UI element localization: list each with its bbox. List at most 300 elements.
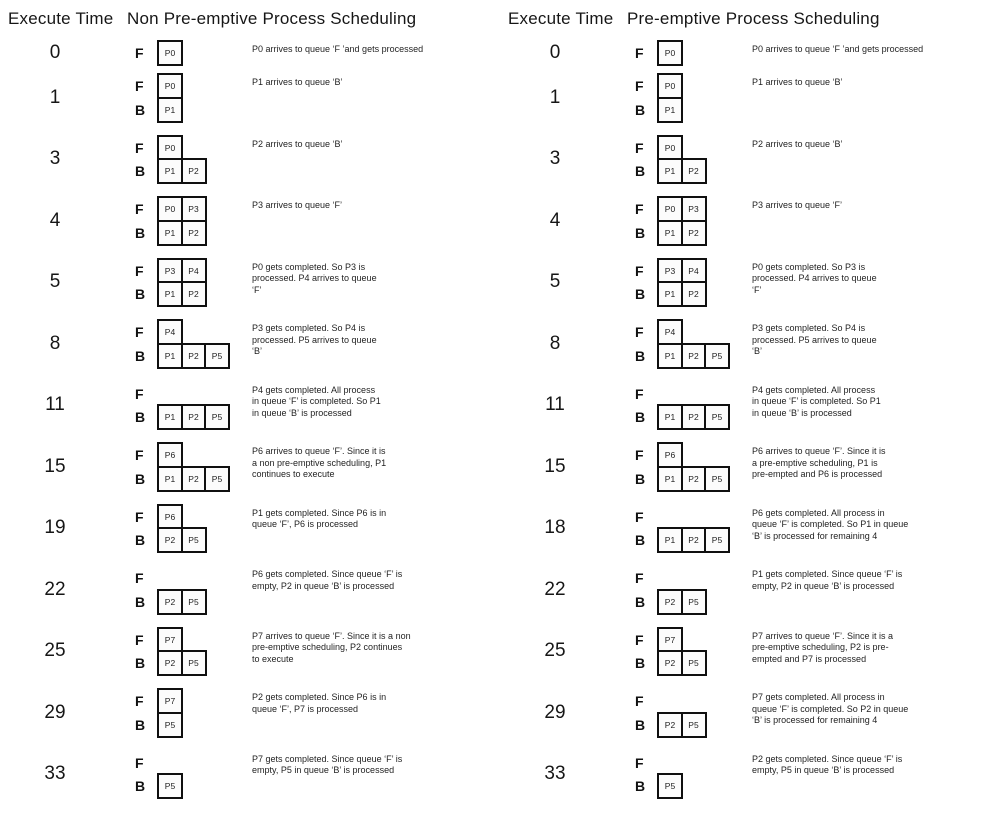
process-boxes [157, 650, 207, 676]
row-description [252, 135, 343, 185]
queue-block [635, 40, 752, 66]
rows-preemptive [500, 40, 1000, 799]
schedule-row [500, 688, 1000, 738]
process-boxes [657, 158, 707, 184]
execute-time-value: 5 [549, 271, 561, 293]
process-box: P5 [204, 343, 230, 369]
description-line: P0 gets completed. So P3 is [252, 261, 366, 272]
description-line: ‘B’ is processed for remaining 4 [752, 715, 878, 725]
queue-block [135, 73, 252, 123]
process-box: P2 [181, 343, 207, 369]
process-boxes [157, 258, 207, 284]
schedule-row [500, 442, 1000, 492]
queue-b-line [135, 712, 252, 738]
queue-f-line [135, 442, 252, 468]
process-box: P5 [704, 466, 730, 492]
queue-f-line [635, 73, 752, 99]
panel-preemptive [500, 9, 1000, 811]
process-box: P2 [657, 650, 683, 676]
process-box: P2 [157, 589, 183, 615]
process-boxes [157, 343, 230, 369]
queue-f-line [135, 381, 252, 407]
queue-label: F [635, 45, 644, 61]
schedule-row [0, 627, 500, 677]
process-box: P2 [657, 589, 683, 615]
queue-b-line [635, 773, 752, 799]
schedule-row [500, 196, 1000, 246]
process-box: P2 [157, 650, 183, 676]
queue-f-line [635, 258, 752, 284]
queue-block [635, 196, 752, 246]
queue-b-line [635, 158, 752, 184]
process-boxes [157, 135, 183, 161]
process-box: P5 [681, 650, 707, 676]
queue-b-line [135, 404, 252, 430]
queue-b-line [635, 650, 752, 676]
process-boxes [657, 196, 707, 222]
process-box: P2 [657, 712, 683, 738]
process-box: P2 [181, 466, 207, 492]
execute-time-value: 11 [45, 394, 65, 416]
process-boxes [157, 404, 230, 430]
process-box: P1 [657, 97, 683, 123]
queue-block [635, 627, 752, 677]
queue-label: F [635, 262, 644, 279]
process-box: P5 [181, 650, 207, 676]
row-description [252, 688, 386, 738]
process-box: P0 [657, 196, 683, 222]
queue-f-line [135, 135, 252, 161]
process-boxes [657, 404, 730, 430]
execute-time-value: 18 [544, 517, 566, 539]
execute-time-value: 19 [44, 517, 66, 539]
queue-f-line [635, 319, 752, 345]
description-line: processed. P4 arrives to queue [252, 273, 377, 283]
process-boxes [657, 773, 683, 799]
process-box: P2 [181, 281, 207, 307]
description-line: P7 gets completed. All process in [752, 692, 885, 702]
process-box: P2 [681, 527, 707, 553]
process-box: P1 [657, 466, 683, 492]
queue-label: B [635, 778, 646, 794]
queue-block [635, 565, 752, 615]
process-box: P2 [681, 281, 707, 307]
description-line: P3 arrives to queue ‘F’ [252, 200, 343, 210]
process-boxes [657, 135, 683, 161]
queue-b-line [635, 97, 752, 123]
queue-block [135, 258, 252, 308]
process-box: P1 [157, 158, 183, 184]
queue-b-line [135, 773, 252, 799]
description-line: P0 arrives to queue ‘F ’and gets processed [252, 44, 424, 54]
panel-title: Non Pre-emptive Process Scheduling [127, 9, 417, 28]
queue-block [135, 319, 252, 369]
schedule-row [500, 258, 1000, 308]
process-box: P7 [157, 627, 183, 653]
queue-label: B [135, 101, 146, 118]
process-boxes [657, 442, 683, 468]
queue-block [135, 442, 252, 492]
queue-label: B [135, 655, 146, 671]
description-line: P7 arrives to queue ‘F’. Since it is a non [252, 630, 411, 641]
queue-label: B [635, 655, 646, 671]
process-box: P5 [181, 589, 207, 615]
process-boxes [157, 712, 183, 738]
process-box: P0 [157, 40, 183, 66]
process-box: P5 [681, 712, 707, 738]
queue-f-line [135, 750, 252, 776]
process-box: P3 [181, 196, 207, 222]
description-line: pre-emptive scheduling, P2 is pre- [752, 642, 889, 652]
panel-title: Pre-emptive Process Scheduling [627, 9, 880, 28]
process-box: P3 [657, 258, 683, 284]
queue-f-line [635, 442, 752, 468]
process-box: P6 [657, 442, 683, 468]
description-line: a non pre-emptive scheduling, P1 [252, 457, 387, 468]
row-description [752, 40, 923, 66]
row-description [752, 258, 877, 308]
queue-block [635, 135, 752, 185]
description-line: queue ‘F’, P6 is processed [252, 519, 359, 529]
process-box: P0 [657, 40, 683, 66]
row-description [752, 688, 908, 738]
queue-f-line [635, 135, 752, 161]
execute-time-value: 15 [544, 455, 566, 477]
queue-label: B [135, 778, 146, 794]
process-box: P2 [181, 404, 207, 430]
description-line: empty, P2 in queue ‘B’ is processed [252, 580, 395, 591]
execute-time-value: 29 [44, 701, 66, 723]
process-box: P1 [157, 466, 183, 492]
queue-block [135, 504, 252, 554]
queue-label: B [635, 716, 646, 733]
row-description [752, 442, 886, 492]
queue-f-line [635, 688, 752, 714]
schedule-row [0, 504, 500, 554]
process-box: P2 [681, 158, 707, 184]
description-line: P4 gets completed. All process [752, 384, 876, 395]
queue-f-line [135, 319, 252, 345]
description-line: P1 arrives to queue ‘B’ [752, 77, 843, 87]
queue-label: F [135, 570, 144, 586]
schedule-row [500, 565, 1000, 615]
description-line: in queue ‘F’ is completed. So P1 [752, 396, 881, 406]
process-boxes [657, 650, 707, 676]
queue-b-line [635, 589, 752, 615]
execute-time-value: 29 [544, 701, 566, 723]
schedule-row [500, 73, 1000, 123]
queue-b-line [135, 220, 252, 246]
process-box: P1 [157, 281, 183, 307]
process-boxes [657, 466, 730, 492]
description-line: P2 gets completed. Since P6 is in [252, 692, 387, 702]
schedule-row [500, 627, 1000, 677]
schedule-row [500, 381, 1000, 431]
process-box: P5 [157, 773, 183, 799]
description-line: P6 arrives to queue ‘F’. Since it is [752, 446, 886, 456]
process-boxes [157, 196, 207, 222]
execute-time-value: 8 [49, 332, 61, 354]
queue-label: F [135, 508, 144, 525]
process-box: P1 [657, 343, 683, 369]
process-box: P5 [704, 404, 730, 430]
process-box: P2 [157, 527, 183, 553]
queue-label: B [635, 593, 646, 610]
queue-label: B [635, 347, 646, 364]
process-boxes [157, 773, 183, 799]
queue-block [635, 688, 752, 738]
queue-label: B [135, 163, 146, 179]
schedule-row [500, 319, 1000, 369]
description-line: in queue ‘F’ is completed. So P1 [252, 396, 381, 406]
queue-block [635, 504, 752, 554]
process-box: P4 [657, 319, 683, 345]
queue-block [635, 73, 752, 123]
process-box: P5 [681, 589, 707, 615]
description-line: ‘B’ [252, 346, 263, 356]
queue-block [135, 40, 252, 66]
queue-label: F [635, 385, 644, 402]
schedule-row [0, 40, 500, 66]
description-line: ‘F’ [252, 284, 262, 295]
process-box: P6 [157, 442, 183, 468]
queue-f-line [135, 565, 252, 591]
execute-time-value: 4 [49, 209, 61, 231]
schedule-row [500, 504, 1000, 554]
process-box: P0 [157, 135, 183, 161]
queue-b-line [635, 220, 752, 246]
execute-time-value: 1 [49, 86, 61, 108]
row-description [752, 135, 843, 185]
process-box: P4 [157, 319, 183, 345]
execute-time-value: 22 [544, 578, 566, 600]
queue-label: F [635, 508, 644, 525]
queue-b-line [635, 527, 752, 553]
queue-label: F [135, 447, 144, 463]
queue-label: B [135, 286, 146, 302]
process-box: P6 [157, 504, 183, 530]
process-boxes [657, 343, 730, 369]
row-description [252, 40, 423, 66]
schedule-row [500, 135, 1000, 185]
description-line: a pre-emptive scheduling, P1 is [752, 457, 878, 468]
description-line: ‘F’ [752, 284, 762, 295]
queue-block [135, 196, 252, 246]
description-line: P4 gets completed. All process [252, 384, 376, 395]
execute-time-value: 3 [49, 148, 61, 170]
row-description [752, 319, 877, 369]
process-boxes [657, 712, 707, 738]
queue-b-line [635, 466, 752, 492]
queue-b-line [135, 281, 252, 307]
process-box: P5 [204, 466, 230, 492]
queue-label: B [135, 347, 146, 364]
process-boxes [157, 466, 230, 492]
row-description [252, 442, 386, 492]
row-description [752, 627, 893, 677]
queue-label: F [635, 447, 644, 463]
queue-f-line [635, 565, 752, 591]
description-line: P3 gets completed. So P4 is [252, 323, 366, 333]
process-boxes [157, 688, 183, 714]
queue-f-line [635, 504, 752, 530]
queue-f-line [635, 627, 752, 653]
process-boxes [157, 97, 183, 123]
process-box: P0 [157, 73, 183, 99]
process-boxes [157, 281, 207, 307]
queue-block [635, 381, 752, 431]
queue-b-line [635, 712, 752, 738]
process-boxes [157, 73, 183, 99]
row-description [752, 750, 902, 800]
queue-f-line [635, 381, 752, 407]
queue-label: B [135, 716, 146, 733]
schedule-row [0, 688, 500, 738]
queue-f-line [135, 688, 252, 714]
queue-label: B [135, 224, 146, 241]
description-line: P2 arrives to queue ‘B’ [752, 138, 843, 149]
queue-block [635, 442, 752, 492]
queue-b-line [135, 650, 252, 676]
queue-label: B [635, 286, 646, 302]
process-boxes [657, 627, 683, 653]
process-box: P2 [681, 343, 707, 369]
execute-time-value: 25 [44, 640, 66, 662]
schedule-row [0, 381, 500, 431]
queue-label: F [635, 78, 644, 94]
description-line: P2 arrives to queue ‘B’ [252, 138, 343, 149]
queue-label: B [135, 470, 146, 487]
description-line: empty, P2 in queue ‘B’ is processed [752, 580, 895, 591]
description-line: P2 gets completed. Since queue ‘F’ is [752, 753, 903, 764]
process-box: P4 [681, 258, 707, 284]
queue-label: B [135, 409, 146, 425]
description-line: continues to execute [252, 469, 335, 479]
panel-non-preemptive [0, 9, 500, 811]
description-line: P6 gets completed. All process in [752, 507, 885, 518]
queue-block [135, 750, 252, 800]
queue-label: B [135, 532, 146, 548]
queue-label: F [135, 754, 144, 771]
description-line: queue ‘F’, P7 is processed [252, 703, 359, 714]
execute-time-value: 1 [549, 86, 561, 108]
queue-label: B [635, 101, 646, 118]
queue-block [135, 688, 252, 738]
execute-time-value: 33 [44, 763, 66, 785]
process-boxes [657, 220, 707, 246]
queue-label: F [635, 570, 644, 586]
queue-label: F [135, 201, 144, 217]
queue-b-line [135, 343, 252, 369]
queue-label: F [635, 631, 644, 648]
process-boxes [157, 40, 183, 66]
queue-b-line [135, 158, 252, 184]
process-boxes [157, 504, 183, 530]
process-box: P0 [157, 196, 183, 222]
description-line: in queue ‘B’ is processed [252, 407, 352, 418]
process-box: P7 [657, 627, 683, 653]
queue-b-line [135, 466, 252, 492]
execute-time-value: 0 [549, 42, 561, 63]
process-box: P4 [181, 258, 207, 284]
description-line: empty, P5 in queue ‘B’ is processed [752, 765, 895, 775]
description-line: P3 arrives to queue ‘F’ [752, 200, 843, 210]
queue-block [135, 627, 252, 677]
queue-label: F [635, 693, 644, 709]
queue-block [635, 319, 752, 369]
queue-block [135, 135, 252, 185]
execute-time-value: 22 [44, 578, 66, 600]
queue-f-line [135, 196, 252, 222]
process-boxes [657, 319, 683, 345]
description-line: pre-empted and P6 is processed [752, 469, 883, 479]
schedule-row [0, 258, 500, 308]
execute-time-value: 11 [545, 394, 565, 416]
queue-f-line [135, 40, 252, 66]
queue-f-line [135, 73, 252, 99]
queue-b-line [635, 343, 752, 369]
queue-label: F [135, 385, 144, 402]
queue-b-line [135, 527, 252, 553]
queue-label: F [635, 201, 644, 217]
row-description [752, 381, 881, 431]
queue-label: B [635, 470, 646, 487]
process-box: P5 [704, 343, 730, 369]
row-description [252, 196, 342, 246]
schedule-row [0, 442, 500, 492]
row-description [252, 258, 377, 308]
process-boxes [157, 319, 183, 345]
description-line: pre-emptive scheduling, P2 continues [252, 642, 403, 652]
process-boxes [157, 220, 207, 246]
row-description [752, 73, 843, 123]
row-description [252, 627, 411, 677]
process-boxes [657, 589, 707, 615]
panel-header [0, 9, 500, 40]
row-description [252, 319, 377, 369]
process-boxes [657, 73, 683, 99]
queue-label: B [635, 409, 646, 425]
description-line: P1 arrives to queue ‘B’ [252, 77, 343, 87]
row-description [752, 565, 902, 615]
schedule-row [0, 750, 500, 800]
description-line: ‘B’ is processed for remaining 4 [752, 530, 878, 541]
description-line: queue ‘F’ is completed. So P2 in queue [752, 703, 909, 714]
process-boxes [157, 158, 207, 184]
description-line: ‘B’ [752, 346, 763, 356]
queue-label: F [135, 45, 144, 61]
row-description [252, 565, 402, 615]
queue-f-line [135, 258, 252, 284]
execute-time-header: Execute Time [8, 9, 114, 28]
schedule-row [0, 135, 500, 185]
process-boxes [657, 40, 683, 66]
queue-f-line [635, 196, 752, 222]
row-description [252, 381, 381, 431]
queue-label: F [635, 139, 644, 156]
queue-b-line [635, 404, 752, 430]
schedule-row [0, 196, 500, 246]
rows-non-preemptive [0, 40, 500, 799]
queue-label: F [135, 78, 144, 94]
description-line: P1 gets completed. Since queue ‘F’ is [752, 569, 903, 579]
process-box: P7 [157, 688, 183, 714]
process-box: P1 [657, 158, 683, 184]
description-line: empted and P7 is processed [752, 653, 867, 664]
execute-time-value: 4 [549, 209, 561, 231]
queue-label: F [635, 754, 644, 771]
queue-block [135, 565, 252, 615]
